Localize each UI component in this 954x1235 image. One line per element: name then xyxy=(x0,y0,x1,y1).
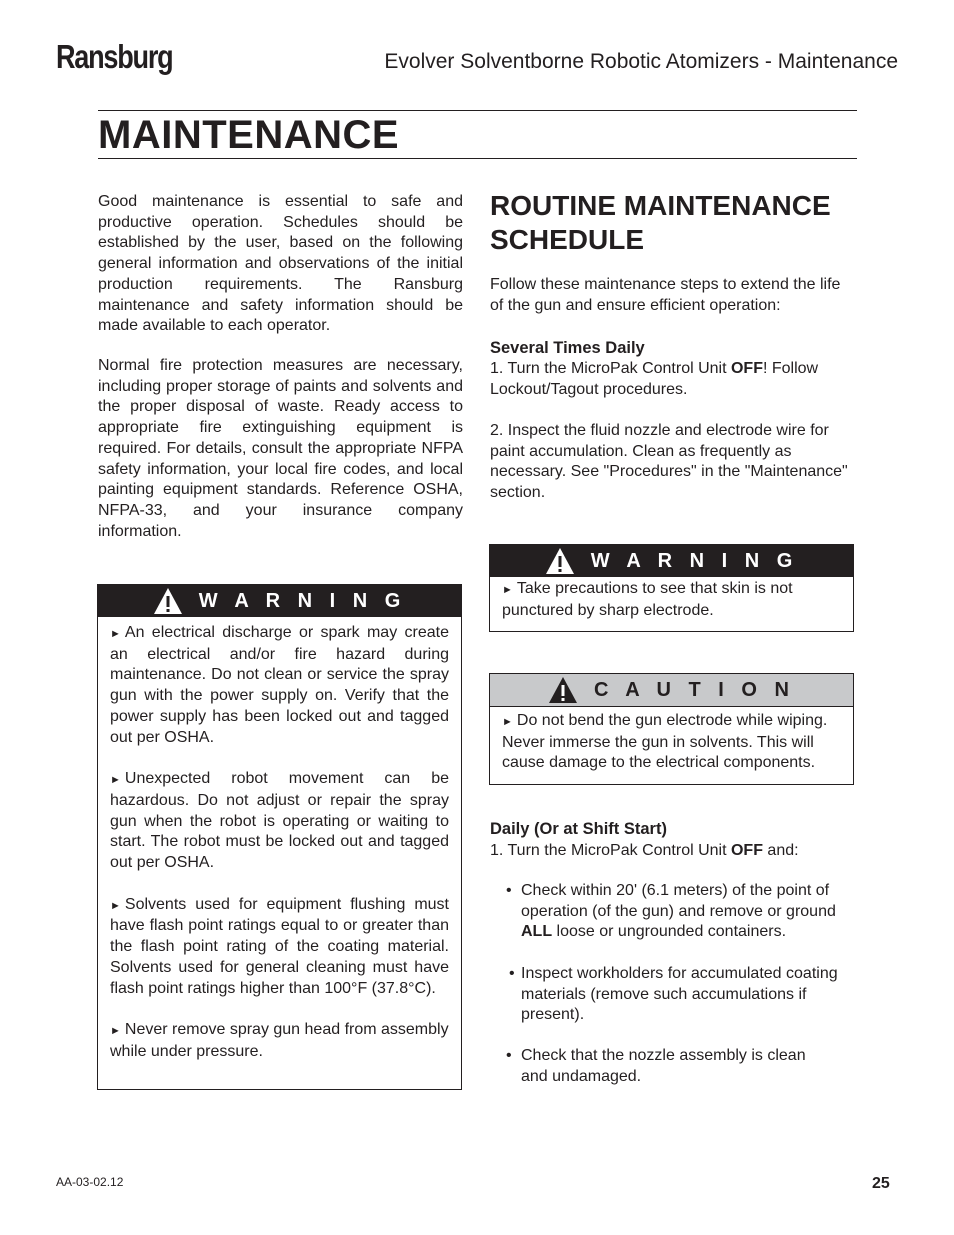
warning-item: ► Solvents used for equipment flushing must have flash point ratings equal to or greater than the flash point rating of the coating material. Solvents used for general cleaning must have flash point ratings higher than 100°F (37.8°C). xyxy=(110,895,449,997)
page-title: MAINTENANCE xyxy=(98,113,400,157)
warning-label: W A R N I N G xyxy=(198,589,407,612)
warning-item: ► Unexpected robot movement can be hazardous. Do not adjust or repair the spray gun when the robot is operating or waiting to start. The robot must be locked out and tagged out per OSHA. xyxy=(110,770,449,872)
warning-item: ► Never remove spray gun head from assembly while under pressure. xyxy=(110,1021,449,1060)
warning-body xyxy=(98,617,461,1063)
warning-label: W A R N I N G xyxy=(590,549,799,572)
schedule-intro: Follow these maintenance steps to extend the life of the gun and ensure efficient operation: xyxy=(490,276,841,314)
page-number: 25 xyxy=(872,1175,890,1192)
warning-body xyxy=(490,577,853,621)
warning-item: ► An electrical discharge or spark may create an electrical and/or fire hazard during maintenance. Do not clean or service the spray gun with the power supply on. Verify that the power supply has been locked out and tagged out per OSHA. xyxy=(110,624,449,746)
section-heading: ROUTINE MAINTENANCE SCHEDULE xyxy=(490,190,831,255)
caution-box xyxy=(489,673,854,785)
header-title: Evolver Solventborne Robotic Atomizers - Maintenance xyxy=(384,50,898,73)
arrow-bullet-icon: ► xyxy=(502,584,513,596)
bullet-dot-icon: • xyxy=(506,882,512,899)
arrow-bullet-icon: ► xyxy=(502,716,513,728)
arrow-bullet-icon: ► xyxy=(110,628,121,640)
daily-bullet: • Inspect workholders for accumulated coating materials (remove such accumulations if present). xyxy=(509,964,856,1026)
daily-bullet: • Check that the nozzle assembly is clean and undamaged. xyxy=(506,1046,836,1087)
several-times-daily-heading: Several Times Daily xyxy=(490,339,645,357)
warning-triangle-icon xyxy=(545,547,575,575)
caution-header xyxy=(490,674,853,707)
caution-item: ► Do not bend the gun electrode while wiping. Never immerse the gun in solvents. This will cause damage to the electrical components. xyxy=(502,712,828,772)
title-rule-top xyxy=(98,110,857,111)
bullet-dot-icon: • xyxy=(506,1047,512,1064)
warning-header xyxy=(98,585,461,617)
warning-header xyxy=(490,545,853,577)
intro-paragraph-1: Good maintenance is essential to safe and productive operation. Schedules should be established by the user, based on the following general information and observations of the initial production requirements. The Ransburg maintenance and safety information should be made available to each operator. xyxy=(98,193,463,335)
several-step-2: 2. Inspect the fluid nozzle and electrode wire for paint accumulation. Clean as frequently as necessary. See "Procedures" in the "Maintenance" section. xyxy=(490,422,848,502)
several-step-1: 1. Turn the MicroPak Control Unit OFF! Follow Lockout/Tagout procedures. xyxy=(490,360,819,398)
intro-paragraph-2: Normal fire protection measures are necessary, including proper storage of paints and solvents and the proper disposal of waste. Ready access to appropriate fire extinguishing equipment is required. For details, consult the appropriate NFPA safety information, your local fire codes, and local painting equipment standards. Reference OSHA, NFPA-33, and your insurance company information. xyxy=(98,357,463,540)
warning-box-right xyxy=(489,544,854,632)
caution-label: C A U T I O N xyxy=(594,678,795,701)
arrow-bullet-icon: ► xyxy=(110,899,121,912)
warning-box-left xyxy=(97,584,462,1090)
bullet-dot-icon: • xyxy=(509,965,515,982)
brand-logo: Ransburg xyxy=(56,38,173,75)
caution-triangle-icon xyxy=(548,676,578,704)
document-code: AA-03-02.12 xyxy=(56,1175,124,1189)
daily-bullet: • Check within 20' (6.1 meters) of the point of operation (of the gun) and remove or ground ALL loose or ungrounded containers. xyxy=(506,881,856,943)
warning-triangle-icon xyxy=(153,587,183,615)
warning-item: ► Take precautions to see that skin is not punctured by sharp electrode. xyxy=(502,580,793,619)
title-rule-bottom xyxy=(98,158,857,159)
daily-step-1: 1. Turn the MicroPak Control Unit OFF and: xyxy=(490,842,799,859)
arrow-bullet-icon: ► xyxy=(110,774,121,787)
caution-body xyxy=(490,707,853,774)
daily-heading: Daily (Or at Shift Start) xyxy=(490,820,667,838)
arrow-bullet-icon: ► xyxy=(110,1025,121,1038)
